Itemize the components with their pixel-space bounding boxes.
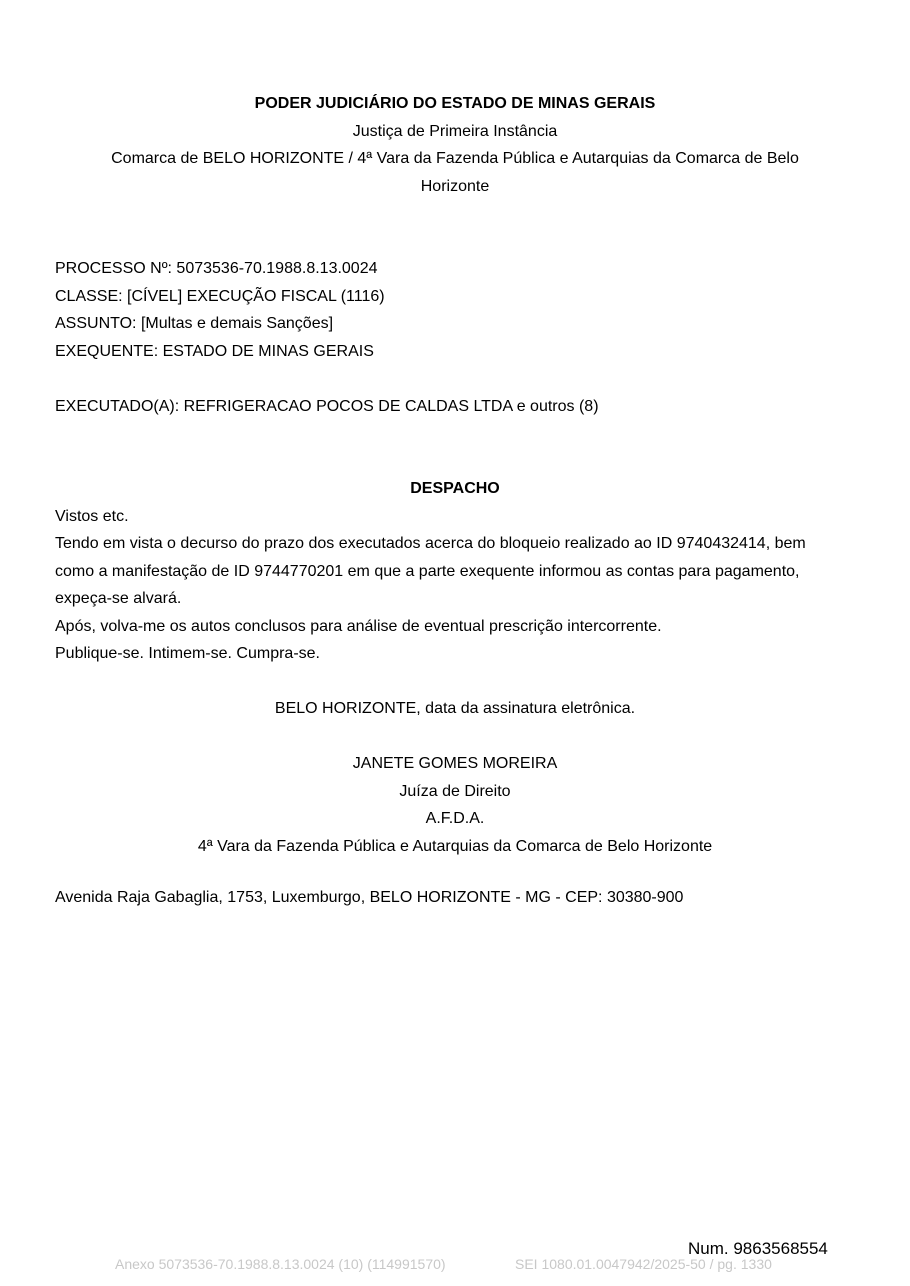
instance-line: Justiça de Primeira Instância	[352, 123, 558, 140]
comarca-line-1: Comarca de BELO HORIZONTE / 4ª Vara da Fazenda Pública e Autarquias da Comarca de Belo	[111, 150, 799, 167]
process-number: PROCESSO Nº: 5073536-70.1988.8.13.0024	[55, 260, 378, 277]
signatory-role: Juíza de Direito	[399, 783, 511, 800]
defendant: EXECUTADO(A): REFRIGERACAO POCOS DE CALDAS LTDA e outros (8)	[55, 398, 599, 415]
sei-reference: SEI 1080.01.0047942/2025-50 / pg. 1330	[515, 1256, 772, 1272]
court-address: Avenida Raja Gabaglia, 1753, Luxemburgo, BELO HORIZONTE - MG - CEP: 30380-900	[55, 889, 684, 906]
place-date: BELO HORIZONTE, data da assinatura eletrônica.	[274, 700, 636, 717]
despacho-paragraph-1-line-1: Tendo em vista o decurso do prazo dos executados acerca do bloqueio realizado ao ID 9740432414, bem	[55, 535, 806, 552]
document-number: Num. 9863568554	[688, 1239, 828, 1258]
case-class: CLASSE: [CÍVEL] EXECUÇÃO FISCAL (1116)	[55, 288, 385, 305]
plaintiff: EXEQUENTE: ESTADO DE MINAS GERAIS	[55, 343, 374, 360]
despacho-paragraph-1-line-2: como a manifestação de ID 9744770201 em que a parte exequente informou as contas para pagamento,	[55, 563, 800, 580]
despacho-title: DESPACHO	[410, 480, 500, 497]
despacho-vistos: Vistos etc.	[55, 508, 129, 525]
signatory-court: 4ª Vara da Fazenda Pública e Autarquias da Comarca de Belo Horizonte	[197, 838, 713, 855]
despacho-paragraph-1-line-3: expeça-se alvará.	[55, 590, 182, 607]
despacho-paragraph-3: Publique-se. Intimem-se. Cumpra-se.	[55, 645, 320, 662]
signatory-initials: A.F.D.A.	[425, 810, 485, 827]
case-subject: ASSUNTO: [Multas e demais Sanções]	[55, 315, 334, 332]
signatory-name: JANETE GOMES MOREIRA	[352, 755, 558, 772]
comarca-line-2: Horizonte	[420, 178, 490, 195]
annex-reference: Anexo 5073536-70.1988.8.13.0024 (10) (114991570)	[115, 1256, 446, 1272]
court-title: PODER JUDICIÁRIO DO ESTADO DE MINAS GERAIS	[254, 95, 656, 112]
despacho-paragraph-2: Após, volva-me os autos conclusos para análise de eventual prescrição intercorrente.	[55, 618, 662, 635]
